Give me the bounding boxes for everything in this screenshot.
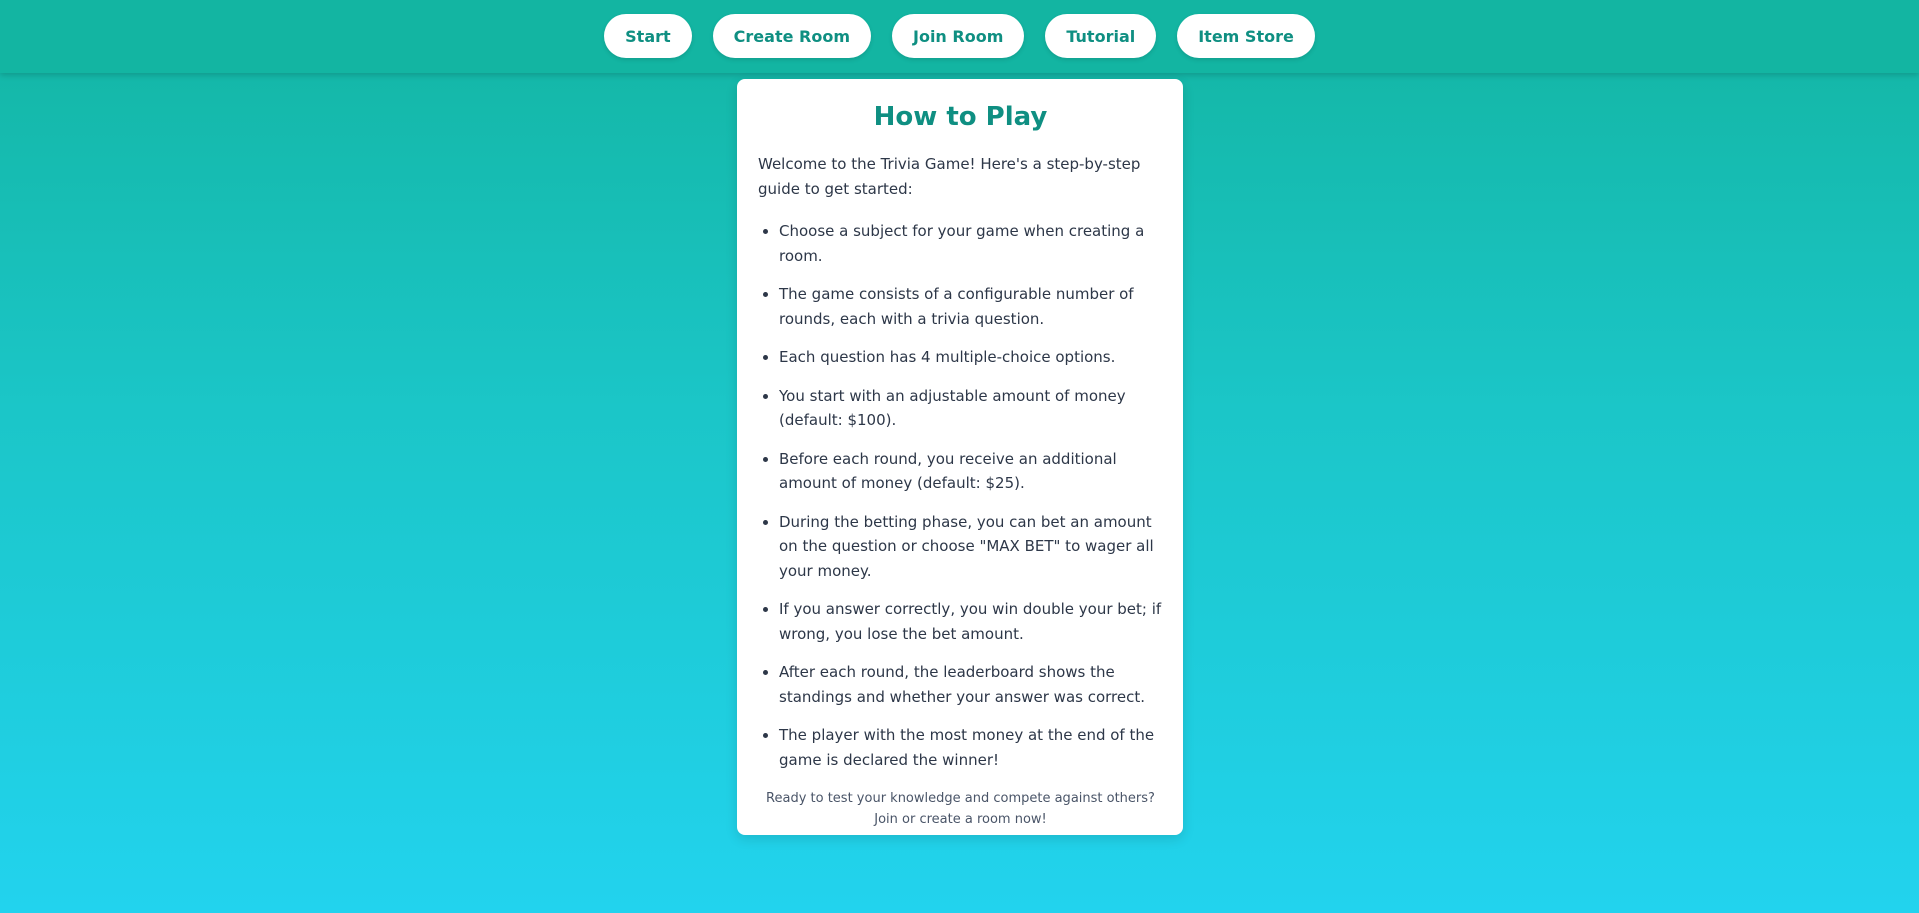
tutorial-card [737,79,1183,835]
outro-text: Ready to test your knowledge and compete against others? Join or create a room now! [766,791,1155,827]
rule-text: Each question has 4 multiple-choice options. [779,348,1116,366]
rule-text: The game consists of a configurable number of rounds, each with a trivia question. [779,285,1134,328]
list-item [779,510,1163,584]
bullet-icon [763,520,768,525]
page-title: How to Play [873,102,1048,132]
top-nav [0,0,1919,73]
rule-text: The player with the most money at the end of the game is declared the winner! [779,726,1155,769]
list-item [779,282,1163,331]
list-item [779,447,1163,496]
list-item [779,219,1163,268]
list-item [779,384,1163,433]
bullet-icon [763,292,768,297]
rules-list [758,219,1163,772]
bullet-icon [763,355,768,360]
list-item [779,345,1163,370]
nav-tutorial-button[interactable]: Tutorial [1045,14,1156,58]
intro-text: Welcome to the Trivia Game! Here's a step-by-step guide to get started: [758,155,1141,198]
list-item [779,597,1163,646]
list-item [779,723,1163,772]
nav-create-room-button[interactable]: Create Room [713,14,871,58]
bullet-icon [763,733,768,738]
bullet-icon [763,229,768,234]
rule-text: During the betting phase, you can bet an amount on the question or choose "MAX BET" to wager all your money. [779,512,1154,580]
list-item [779,660,1163,709]
rule-text: Before each round, you receive an additional amount of money (default: $25). [779,449,1117,492]
rule-text: If you answer correctly, you win double your bet; if wrong, you lose the bet amount. [779,600,1162,643]
bullet-icon [763,457,768,462]
nav-item-store-button[interactable]: Item Store [1177,14,1315,58]
rule-text: You start with an adjustable amount of money (default: $100). [779,386,1126,429]
nav-start-button[interactable]: Start [604,14,692,58]
rule-text: After each round, the leaderboard shows the standings and whether your answer was correct. [779,663,1146,706]
rule-text: Choose a subject for your game when creating a room. [779,222,1145,265]
nav-join-room-button[interactable]: Join Room [892,14,1024,58]
bullet-icon [763,394,768,399]
bullet-icon [763,670,768,675]
bullet-icon [763,607,768,612]
